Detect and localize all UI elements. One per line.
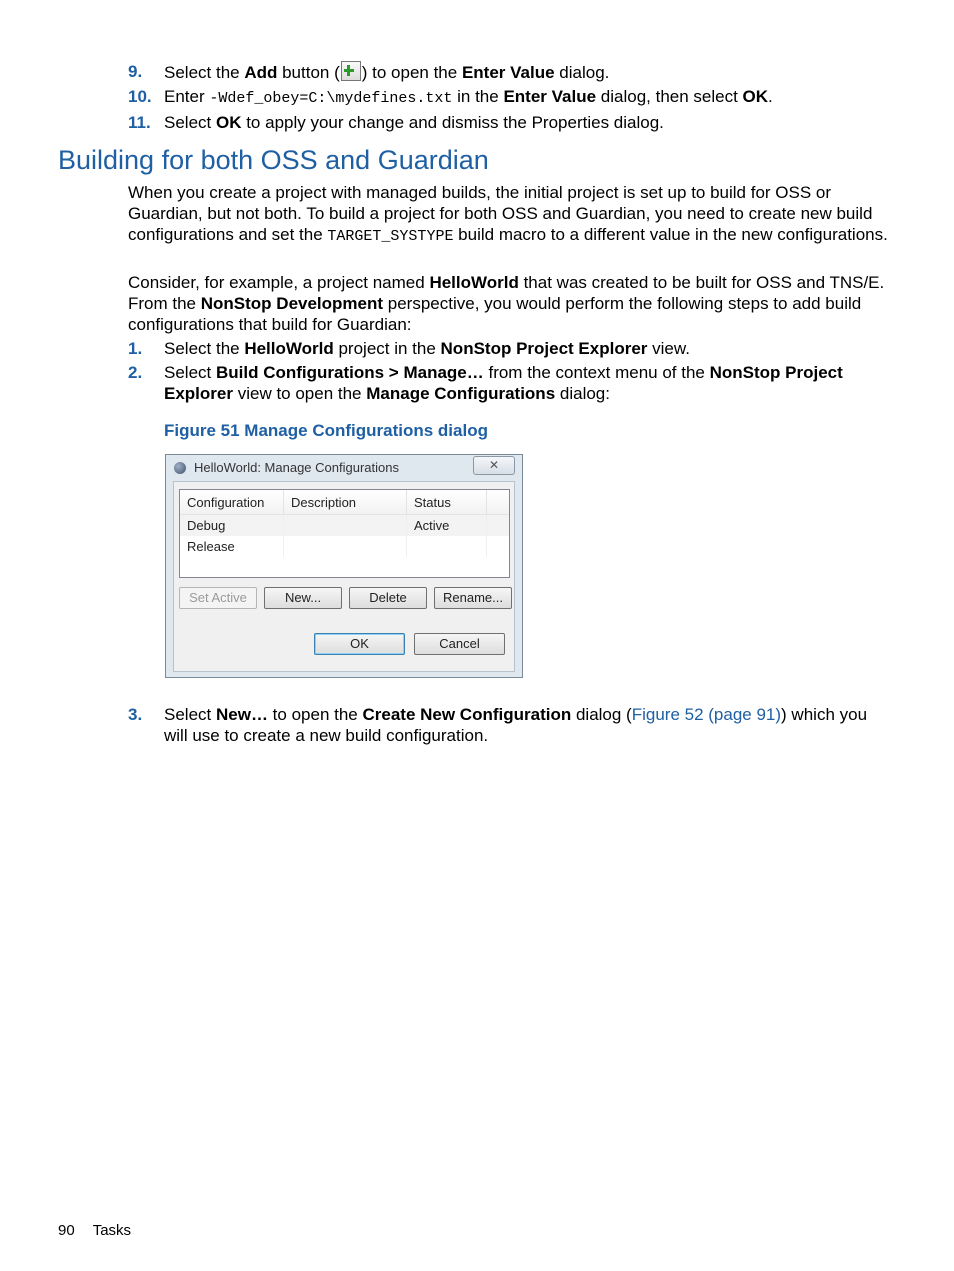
close-button[interactable]: ✕ (473, 456, 515, 475)
code-inline: -Wdef_obey=C:\mydefines.txt (209, 90, 453, 107)
step-11: 11. Select OK to apply your change and dismiss the Properties dialog. (128, 113, 664, 132)
step-number: 3. (128, 705, 143, 724)
step-9: 9. Select the Add button ( ) to open the Enter Value dialog. (128, 62, 610, 82)
dialog-client (173, 481, 515, 672)
step-number: 9. (128, 62, 143, 81)
paragraph-example: Consider, for example, a project named HelloWorld that was created to be built for OSS and TNS/E. From the NonStop Development perspective, you would perform the following steps to add build configurations that build for Guardian: (128, 273, 885, 334)
column-header-configuration[interactable]: Configuration (180, 490, 284, 514)
configurations-table (179, 489, 510, 578)
add-label: Add (244, 63, 278, 82)
paragraph-intro: When you create a project with managed builds, the initial project is set up to build for OSS or Guardian, but not both. To build a project for both OSS and Guardian, you need to create new build configurations and set the TARGET_SYSTYPE build macro to a different value in the new configurations. (128, 183, 888, 245)
table-header (180, 490, 509, 515)
cell-description (284, 536, 407, 557)
rename-button[interactable]: Rename... (434, 587, 512, 609)
step-10: 10. Enter -Wdef_obey=C:\mydefines.txt in the Enter Value dialog, then select OK. (128, 87, 773, 107)
procedure-steps-continued (128, 704, 888, 746)
set-active-button[interactable]: Set Active (179, 587, 257, 609)
section-name: Tasks (92, 1222, 132, 1239)
step-2: 2. Select Build Configurations > Manage… from the context menu of the NonStop Project Explorer view to open the Manage Configurations dialog: (128, 363, 843, 403)
step-1: 1. Select the HelloWorld project in the NonStop Project Explorer view. (128, 339, 690, 358)
table-row[interactable] (180, 515, 509, 536)
cell-configuration: Release (180, 536, 284, 557)
step-number: 11. (128, 113, 151, 132)
step-number: 1. (128, 339, 143, 358)
new-button[interactable]: New... (264, 587, 342, 609)
figure-caption: Figure 51 Manage Configurations dialog (164, 421, 488, 440)
app-icon (174, 462, 186, 474)
top-steps (128, 61, 888, 133)
column-header-status[interactable]: Status (407, 490, 487, 514)
delete-button[interactable]: Delete (349, 587, 427, 609)
code-inline: TARGET_SYSTYPE (327, 228, 454, 245)
page-footer (58, 1222, 131, 1239)
cell-description (284, 515, 407, 536)
section-heading: Building for both OSS and Guardian (58, 145, 489, 175)
manage-configurations-dialog (165, 454, 523, 678)
dialog-title: HelloWorld: Manage Configurations (194, 460, 399, 475)
cell-status (407, 536, 487, 557)
ok-button[interactable]: OK (314, 633, 405, 655)
dialog-titlebar (166, 455, 522, 481)
add-icon (341, 61, 361, 81)
procedure-steps (128, 338, 888, 404)
step-number: 10. (128, 87, 152, 106)
step-number: 2. (128, 363, 143, 382)
cell-configuration: Debug (180, 515, 284, 536)
cell-status: Active (407, 515, 487, 536)
column-header-description[interactable]: Description (284, 490, 407, 514)
table-row[interactable] (180, 536, 509, 557)
page-number: 90 (58, 1222, 75, 1239)
step-3: 3. Select New… to open the Create New Configuration dialog (Figure 52 (page 91)) which you will use to create a new build configuration. (128, 705, 868, 745)
cancel-button[interactable]: Cancel (414, 633, 505, 655)
figure-52-link[interactable]: Figure 52 (page 91) (631, 705, 782, 724)
